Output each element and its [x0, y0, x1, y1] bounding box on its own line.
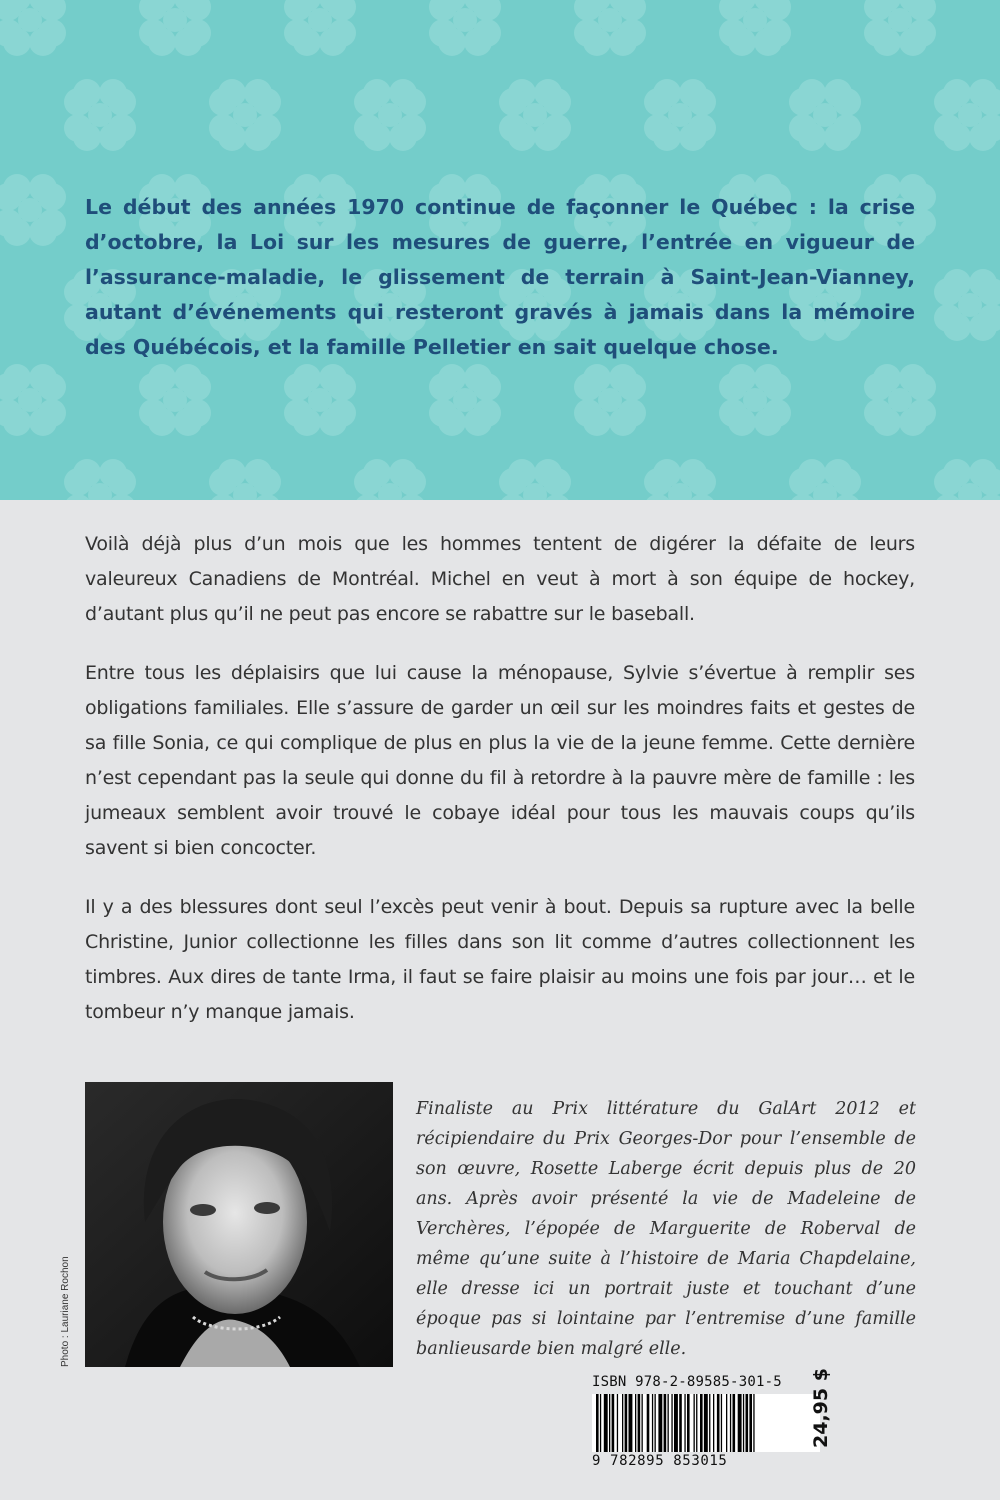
- clover-shape: [139, 364, 211, 436]
- photo-credit: Photo : Lauriane Rochon: [60, 1256, 71, 1367]
- barcode-bar: [668, 1394, 669, 1452]
- clover-shape: [789, 79, 861, 151]
- barcode-bar: [622, 1394, 623, 1452]
- author-bio: Finaliste au Prix littérature du GalArt 2012 et récipiendaire du Prix Georges-Dor pour l’ensemble de son œuvre, Rosette Laberge écrit depuis plus de 20 ans. Après avoir présenté la vie de Madeleine de Verchères, l’épopée de Marguerite de Roberval de même qu’une suite à l’histoire de Maria Chapdelaine, elle dresse ici un portrait juste et touchant d’une époque pas si lointaine par l’entremise d’une famille banlieusarde bien malgré elle.: [416, 1099, 916, 1359]
- barcode-bar: [753, 1394, 754, 1452]
- clover-shape: [429, 0, 501, 56]
- clover-shape: [864, 364, 936, 436]
- clover-shape: [719, 364, 791, 436]
- barcode-bar: [746, 1394, 749, 1452]
- clover-shape: [139, 0, 211, 56]
- barcode-bar: [738, 1394, 742, 1452]
- clover-shape: [64, 79, 136, 151]
- clover-shape: [789, 459, 861, 500]
- barcode-bar: [733, 1394, 736, 1452]
- barcode-bar: [671, 1394, 672, 1452]
- clover-shape: [644, 79, 716, 151]
- clover-shape: [284, 0, 356, 56]
- barcode-bar: [638, 1394, 641, 1452]
- clover-shape: [574, 364, 646, 436]
- intro-text: Le début des années 1970 continue de façonner le Québec : la crise d’octobre, la Loi sur les mesures de guerre, l’entrée en vigueur de l’assurance-maladie, le glissement de terrain à Saint-Jean-Vianney, autant d’événements qui resteront gravés à jamais dans la mémoire des Québécois, et la famille Pelletier en sait quelque chose.: [85, 195, 915, 359]
- clover-shape: [574, 0, 646, 56]
- price: 24,95 $: [810, 1368, 832, 1448]
- barcode-bar: [713, 1394, 714, 1452]
- summary: [85, 527, 915, 1054]
- barcode-bar: [658, 1394, 662, 1452]
- isbn-barcode: [592, 1374, 820, 1470]
- teal-clover-band: [0, 0, 1000, 500]
- barcode-bar: [717, 1394, 720, 1452]
- barcode-bar: [696, 1394, 697, 1452]
- barcode-bar: [642, 1394, 643, 1452]
- clover-shape: [934, 269, 1000, 341]
- clover-shape: [499, 79, 571, 151]
- barcode-bar: [749, 1394, 752, 1452]
- barcode-bar: [609, 1394, 610, 1452]
- barcode-bar: [600, 1394, 601, 1452]
- clover-shape: [354, 79, 426, 151]
- barcode-bar: [629, 1394, 633, 1452]
- barcode-bar: [617, 1394, 618, 1452]
- barcode-bar: [655, 1394, 656, 1452]
- clover-shape: [864, 0, 936, 56]
- clover-shape: [719, 0, 791, 56]
- clover-shape: [429, 364, 501, 436]
- barcode-bar: [625, 1394, 628, 1452]
- barcode-bar: [596, 1394, 599, 1452]
- clover-shape: [209, 459, 281, 500]
- barcode-bar: [684, 1394, 685, 1452]
- clover-shape: [0, 174, 66, 246]
- clover-shape: [64, 459, 136, 500]
- barcode-bar: [709, 1394, 710, 1452]
- barcode-bar: [612, 1394, 615, 1452]
- barcode-bar: [635, 1394, 636, 1452]
- barcode-bar: [694, 1394, 695, 1452]
- barcode-bar: [687, 1394, 690, 1452]
- summary-paragraph-3: Il y a des blessures dont seul l’excès peut venir à bout. Depuis sa rupture avec la belle Christine, Junior collectionne les filles dans son lit comme d’autres collectionnent les timbres. Aux dires de tante Irma, il faut se faire plaisir au moins une fois par jour… et le tombeur n’y manque jamais.: [85, 896, 915, 1023]
- clover-shape: [934, 79, 1000, 151]
- barcode-bar: [700, 1394, 703, 1452]
- barcode-bar: [647, 1394, 650, 1452]
- barcode-bar: [674, 1394, 678, 1452]
- barcode-bars: [592, 1394, 820, 1452]
- barcode-bar: [743, 1394, 744, 1452]
- clover-shape: [284, 364, 356, 436]
- summary-paragraph-1: Voilà déjà plus d’un mois que les hommes tentent de digérer la défaite de leurs valeureux Canadiens de Montréal. Michel en veut à mort à son équipe de hockey, d’autant plus qu’il ne peut pas encore se rabattre sur le baseball.: [85, 533, 915, 625]
- isbn-label: ISBN 978-2-89585-301-5: [592, 1374, 782, 1390]
- clover-shape: [209, 79, 281, 151]
- barcode-bar: [679, 1394, 682, 1452]
- barcode-bar: [604, 1394, 608, 1452]
- barcode-bar: [704, 1394, 708, 1452]
- author-photo: [85, 1082, 393, 1367]
- barcode-bar: [726, 1394, 727, 1452]
- clover-shape: [0, 0, 66, 56]
- barcode-bar: [652, 1394, 653, 1452]
- clover-shape: [934, 459, 1000, 500]
- barcode-bar: [730, 1394, 731, 1452]
- barcode-bar: [721, 1394, 722, 1452]
- clover-shape: [499, 459, 571, 500]
- clover-shape: [644, 459, 716, 500]
- barcode-digits: 9 782895 853015: [592, 1453, 728, 1469]
- summary-paragraph-2: Entre tous les déplaisirs que lui cause la ménopause, Sylvie s’évertue à remplir ses obligations familiales. Elle s’assure de garder un œil sur les moindres faits et gestes de sa fille Sonia, ce qui complique de plus en plus la vie de la jeune femme. Cette dernière n’est cependant pas la seule qui donne du fil à retordre à la pauvre mère de famille : les jumeaux semblent avoir trouvé le cobaye idéal pour tous les mauvais coups qu’ils savent si bien concocter.: [85, 662, 915, 859]
- clover-shape: [354, 459, 426, 500]
- clover-shape: [0, 364, 66, 436]
- barcode-bar: [664, 1394, 667, 1452]
